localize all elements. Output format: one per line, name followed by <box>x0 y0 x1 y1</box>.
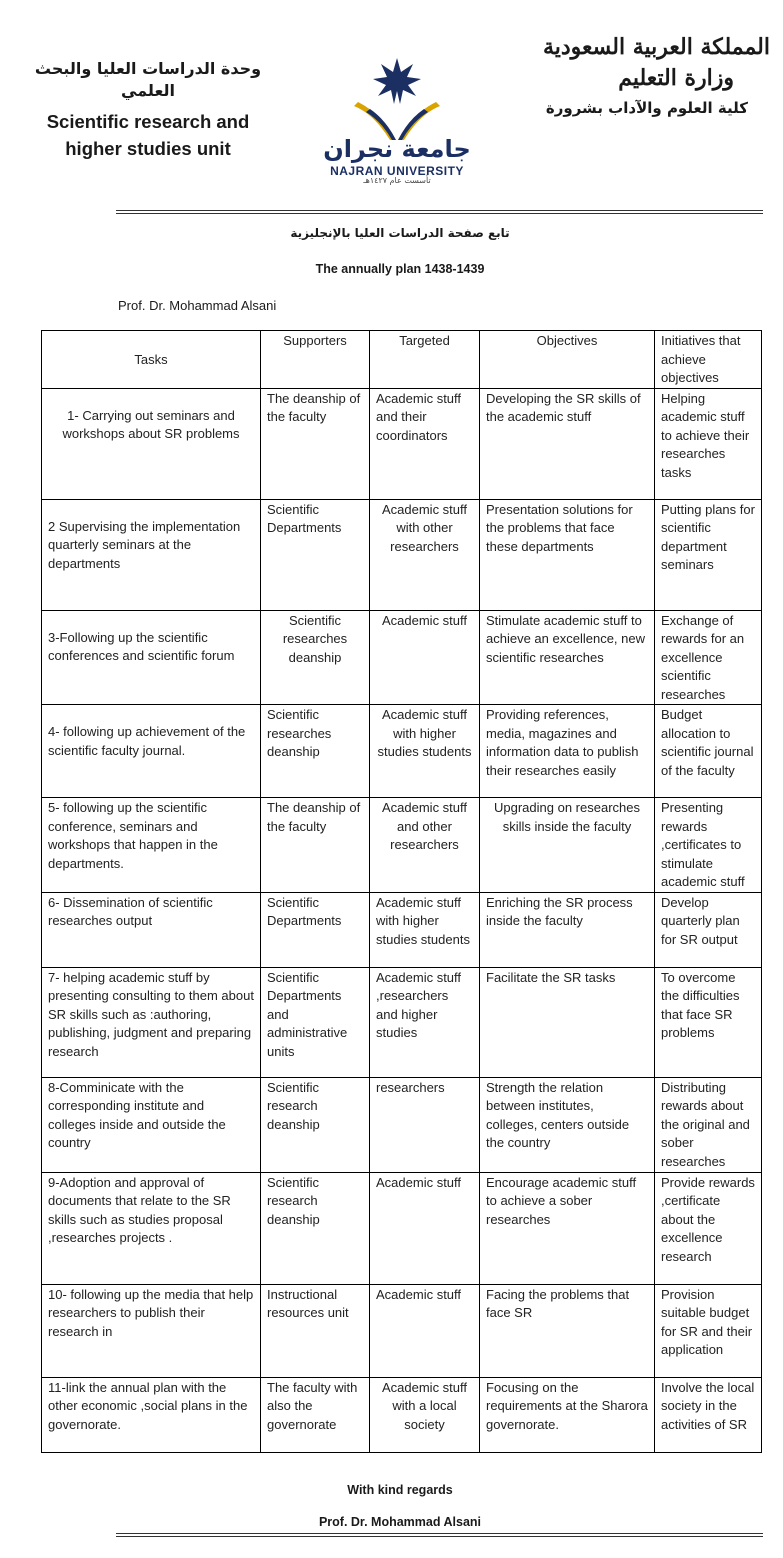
table-row <box>42 798 762 893</box>
task-cell: 4- following up achievement of the scientific faculty journal. <box>42 705 261 798</box>
supporters-cell: Scientific researches deanship <box>261 705 370 798</box>
supporters-cell: The deanship of the faculty <box>261 798 370 893</box>
unit-name-english: Scientific research and higher studies unit <box>46 111 250 159</box>
targeted-cell: researchers <box>370 1077 480 1172</box>
college-name-arabic: كلية العلوم والآداب بشرورة <box>545 99 748 117</box>
initiatives-cell: Develop quarterly plan for SR output <box>655 892 762 967</box>
objectives-cell: Focusing on the requirements at the Sharora governorate. <box>480 1377 655 1452</box>
targeted-cell: Academic stuff with other researchers <box>370 499 480 610</box>
logo-tagline: تأسست عام ١٤٢٧هـ <box>363 176 431 185</box>
targeted-cell: Academic stuff <box>370 1284 480 1377</box>
najran-university-logo <box>312 52 482 186</box>
supporters-cell: The faculty with also the governorate <box>261 1377 370 1452</box>
logo-arabic-wordmark: جامعة نجران <box>323 135 471 163</box>
supporters-cell: Scientific researches deanship <box>261 610 370 705</box>
task-cell: 9-Adoption and approval of documents that relate to the SR skills such as studies proposal ,researches projects . <box>42 1172 261 1284</box>
supporters-cell: Scientific research deanship <box>261 1172 370 1284</box>
supporters-cell: The deanship of the faculty <box>261 388 370 499</box>
header-objectives: Objectives <box>480 331 655 389</box>
header-supporters: Supporters <box>261 331 370 389</box>
header-initiatives: Initiatives that achieve objectives <box>655 331 762 389</box>
initiatives-cell: Budget allocation to scientific journal of the faculty <box>655 705 762 798</box>
table-row <box>42 967 762 1077</box>
objectives-cell: Facilitate the SR tasks <box>480 967 655 1077</box>
supporters-cell: Scientific Departments <box>261 892 370 967</box>
arabic-subtitle: تابع صفحة الدراسات العليا بالإنجليزية <box>290 226 510 240</box>
initiatives-cell: Presenting rewards ,certificates to stimulate academic stuff <box>655 798 762 893</box>
objectives-cell: Presentation solutions for the problems that face these departments <box>480 499 655 610</box>
supporters-cell: Instructional resources unit <box>261 1284 370 1377</box>
objectives-cell: Providing references, media, magazines and information data to publish their researches easily <box>480 705 655 798</box>
initiatives-cell: Involve the local society in the activities of SR <box>655 1377 762 1452</box>
task-cell: 1- Carrying out seminars and workshops about SR problems <box>42 388 261 499</box>
header-targeted: Targeted <box>370 331 480 389</box>
task-cell: 10- following up the media that help researchers to publish their research in <box>42 1284 261 1377</box>
author-name-bottom: Prof. Dr. Mohammad Alsani <box>318 1515 482 1529</box>
supporters-cell: Scientific research deanship <box>261 1077 370 1172</box>
task-cell: 5- following up the scientific conference, seminars and workshops that happen in the departments. <box>42 798 261 893</box>
objectives-cell: Encourage academic stuff to achieve a sober researches <box>480 1172 655 1284</box>
annual-plan-table <box>41 330 762 1453</box>
initiatives-cell: Exchange of rewards for an excellence scientific researches <box>655 610 762 705</box>
table-row <box>42 1284 762 1377</box>
table-row <box>42 388 762 499</box>
kingdom-name-arabic: المملكة العربية السعودية <box>542 34 770 60</box>
supporters-cell: Scientific Departments and administrative units <box>261 967 370 1077</box>
targeted-cell: Academic stuff <box>370 610 480 705</box>
table-row <box>42 499 762 610</box>
table-row <box>42 705 762 798</box>
header-divider <box>116 210 763 214</box>
initiatives-cell: Provide rewards ,certificate about the excellence research <box>655 1172 762 1284</box>
header-tasks: Tasks <box>42 331 261 389</box>
task-cell: 11-link the annual plan with the other economic ,social plans in the governorate. <box>42 1377 261 1452</box>
initiatives-cell: Provision suitable budget for SR and their application <box>655 1284 762 1377</box>
author-name-top: Prof. Dr. Mohammad Alsani <box>118 298 277 313</box>
targeted-cell: Academic stuff with higher studies students <box>370 705 480 798</box>
task-cell: 3-Following up the scientific conferences and scientific forum <box>42 610 261 705</box>
initiatives-cell: Distributing rewards about the original and sober researches <box>655 1077 762 1172</box>
objectives-cell: Strength the relation between institutes, colleges, centers outside the country <box>480 1077 655 1172</box>
task-cell: 2 Supervising the implementation quarterly seminars at the departments <box>42 499 261 610</box>
task-cell: 8-Comminicate with the corresponding institute and colleges inside and outside the country <box>42 1077 261 1172</box>
initiatives-cell: Putting plans for scientific department seminars <box>655 499 762 610</box>
task-cell: 7- helping academic stuff by presenting consulting to them about SR skills such as :authoring, publishing, judgment and preparing research <box>42 967 261 1077</box>
objectives-cell: Upgrading on researches skills inside the faculty <box>480 798 655 893</box>
unit-name-arabic: وحدة الدراسات العليا والبحث العلمي <box>34 59 262 100</box>
table-row <box>42 1377 762 1452</box>
footer-divider <box>116 1533 763 1537</box>
table-row <box>42 1172 762 1284</box>
plan-title: The annually plan 1438-1439 <box>315 262 485 276</box>
initiatives-cell: To overcome the difficulties that face SR problems <box>655 967 762 1077</box>
objectives-cell: Enriching the SR process inside the faculty <box>480 892 655 967</box>
closing-regards: With kind regards <box>347 1483 453 1497</box>
targeted-cell: Academic stuff with a local society <box>370 1377 480 1452</box>
targeted-cell: Academic stuff and their coordinators <box>370 388 480 499</box>
table-row <box>42 610 762 705</box>
ministry-name-arabic: وزارة التعليم <box>618 65 734 91</box>
supporters-cell: Scientific Departments <box>261 499 370 610</box>
logo-english-wordmark: NAJRAN UNIVERSITY <box>330 164 464 178</box>
objectives-cell: Facing the problems that face SR <box>480 1284 655 1377</box>
table-header-row <box>42 331 762 389</box>
objectives-cell: Developing the SR skills of the academic stuff <box>480 388 655 499</box>
targeted-cell: Academic stuff and other researchers <box>370 798 480 893</box>
targeted-cell: Academic stuff with higher studies students <box>370 892 480 967</box>
table-row <box>42 892 762 967</box>
table-row <box>42 1077 762 1172</box>
task-cell: 6- Dissemination of scientific researches output <box>42 892 261 967</box>
targeted-cell: Academic stuff <box>370 1172 480 1284</box>
targeted-cell: Academic stuff ,researchers and higher studies <box>370 967 480 1077</box>
objectives-cell: Stimulate academic stuff to achieve an excellence, new scientific researches <box>480 610 655 705</box>
initiatives-cell: Helping academic stuff to achieve their researches tasks <box>655 388 762 499</box>
